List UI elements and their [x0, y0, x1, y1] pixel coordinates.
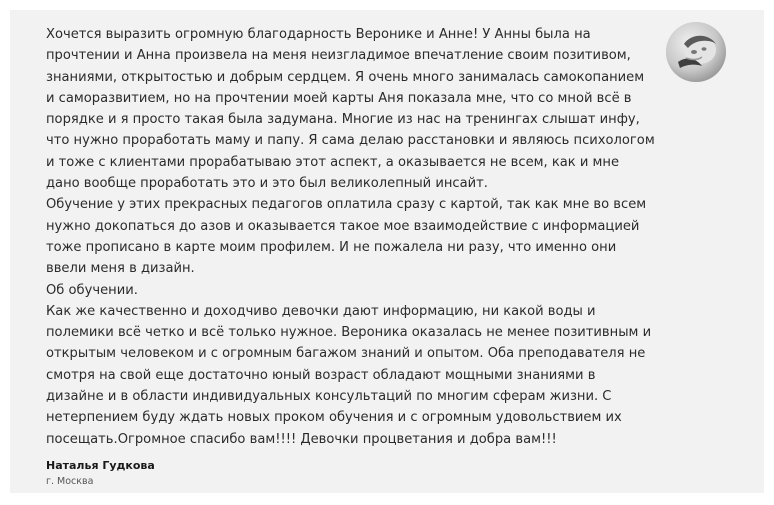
author-city: г. Москва: [46, 476, 94, 487]
user-photo-avatar-icon: [666, 22, 726, 82]
author-name: Наталья Гудкова: [46, 459, 155, 472]
review-card: [10, 10, 764, 493]
review-paragraph-1: Хочется выразить огромную благодарность Веронике и Анне! У Анны была на прочтении и Анна произвела на меня неизгладимое впечатление своим позитивом, знаниями, открытостью и добрым сердцем. Я очень много занималась самокопанием и саморазвитием, но на прочтении моей карты Аня показала мне, что со мной всё в порядке и я просто такая была задумана. Многие из нас на тренингах слышат инфу, что нужно проработать маму и папу. Я сама делаю расстановки и являюсь психологом и тоже с клиентами прорабатываю этот аспект, а оказывается не всем, как и мне дано вообще проработать это и это был великолепный инсайт.: [46, 27, 655, 192]
review-paragraph-3: Об обучении.: [46, 282, 138, 298]
review-paragraph-4: Как же качественно и доходчиво девочки дают информацию, ни какой воды и полемики всё четко и всё только нужное. Вероника оказалась не менее позитивным и открытым человеком и с огромным багажом знаний и опытом. Оба преподавателя не смотря на свой еще достаточно юный возраст обладают мощными знаниями в дизайне и в области индивидуальных консультаций по многим сферам жизни. С нетерпением буду ждать новых проком обучения и с огромным удовольствием их посещать.Огромное спасибо вам!!!! Девочки процветания и добра вам!!!: [46, 303, 652, 447]
review-text: [46, 24, 656, 450]
review-paragraph-2: Обучение у этих прекрасных педагогов оплатила сразу с картой, так как мне во всем нужно докопаться до азов и оказывается такое мое взаимодействие с информацией тоже прописано в карте моим профилем. И не пожалела ни разу, что именно они ввели меня в дизайн.: [46, 197, 647, 277]
author-avatar: [666, 22, 726, 82]
